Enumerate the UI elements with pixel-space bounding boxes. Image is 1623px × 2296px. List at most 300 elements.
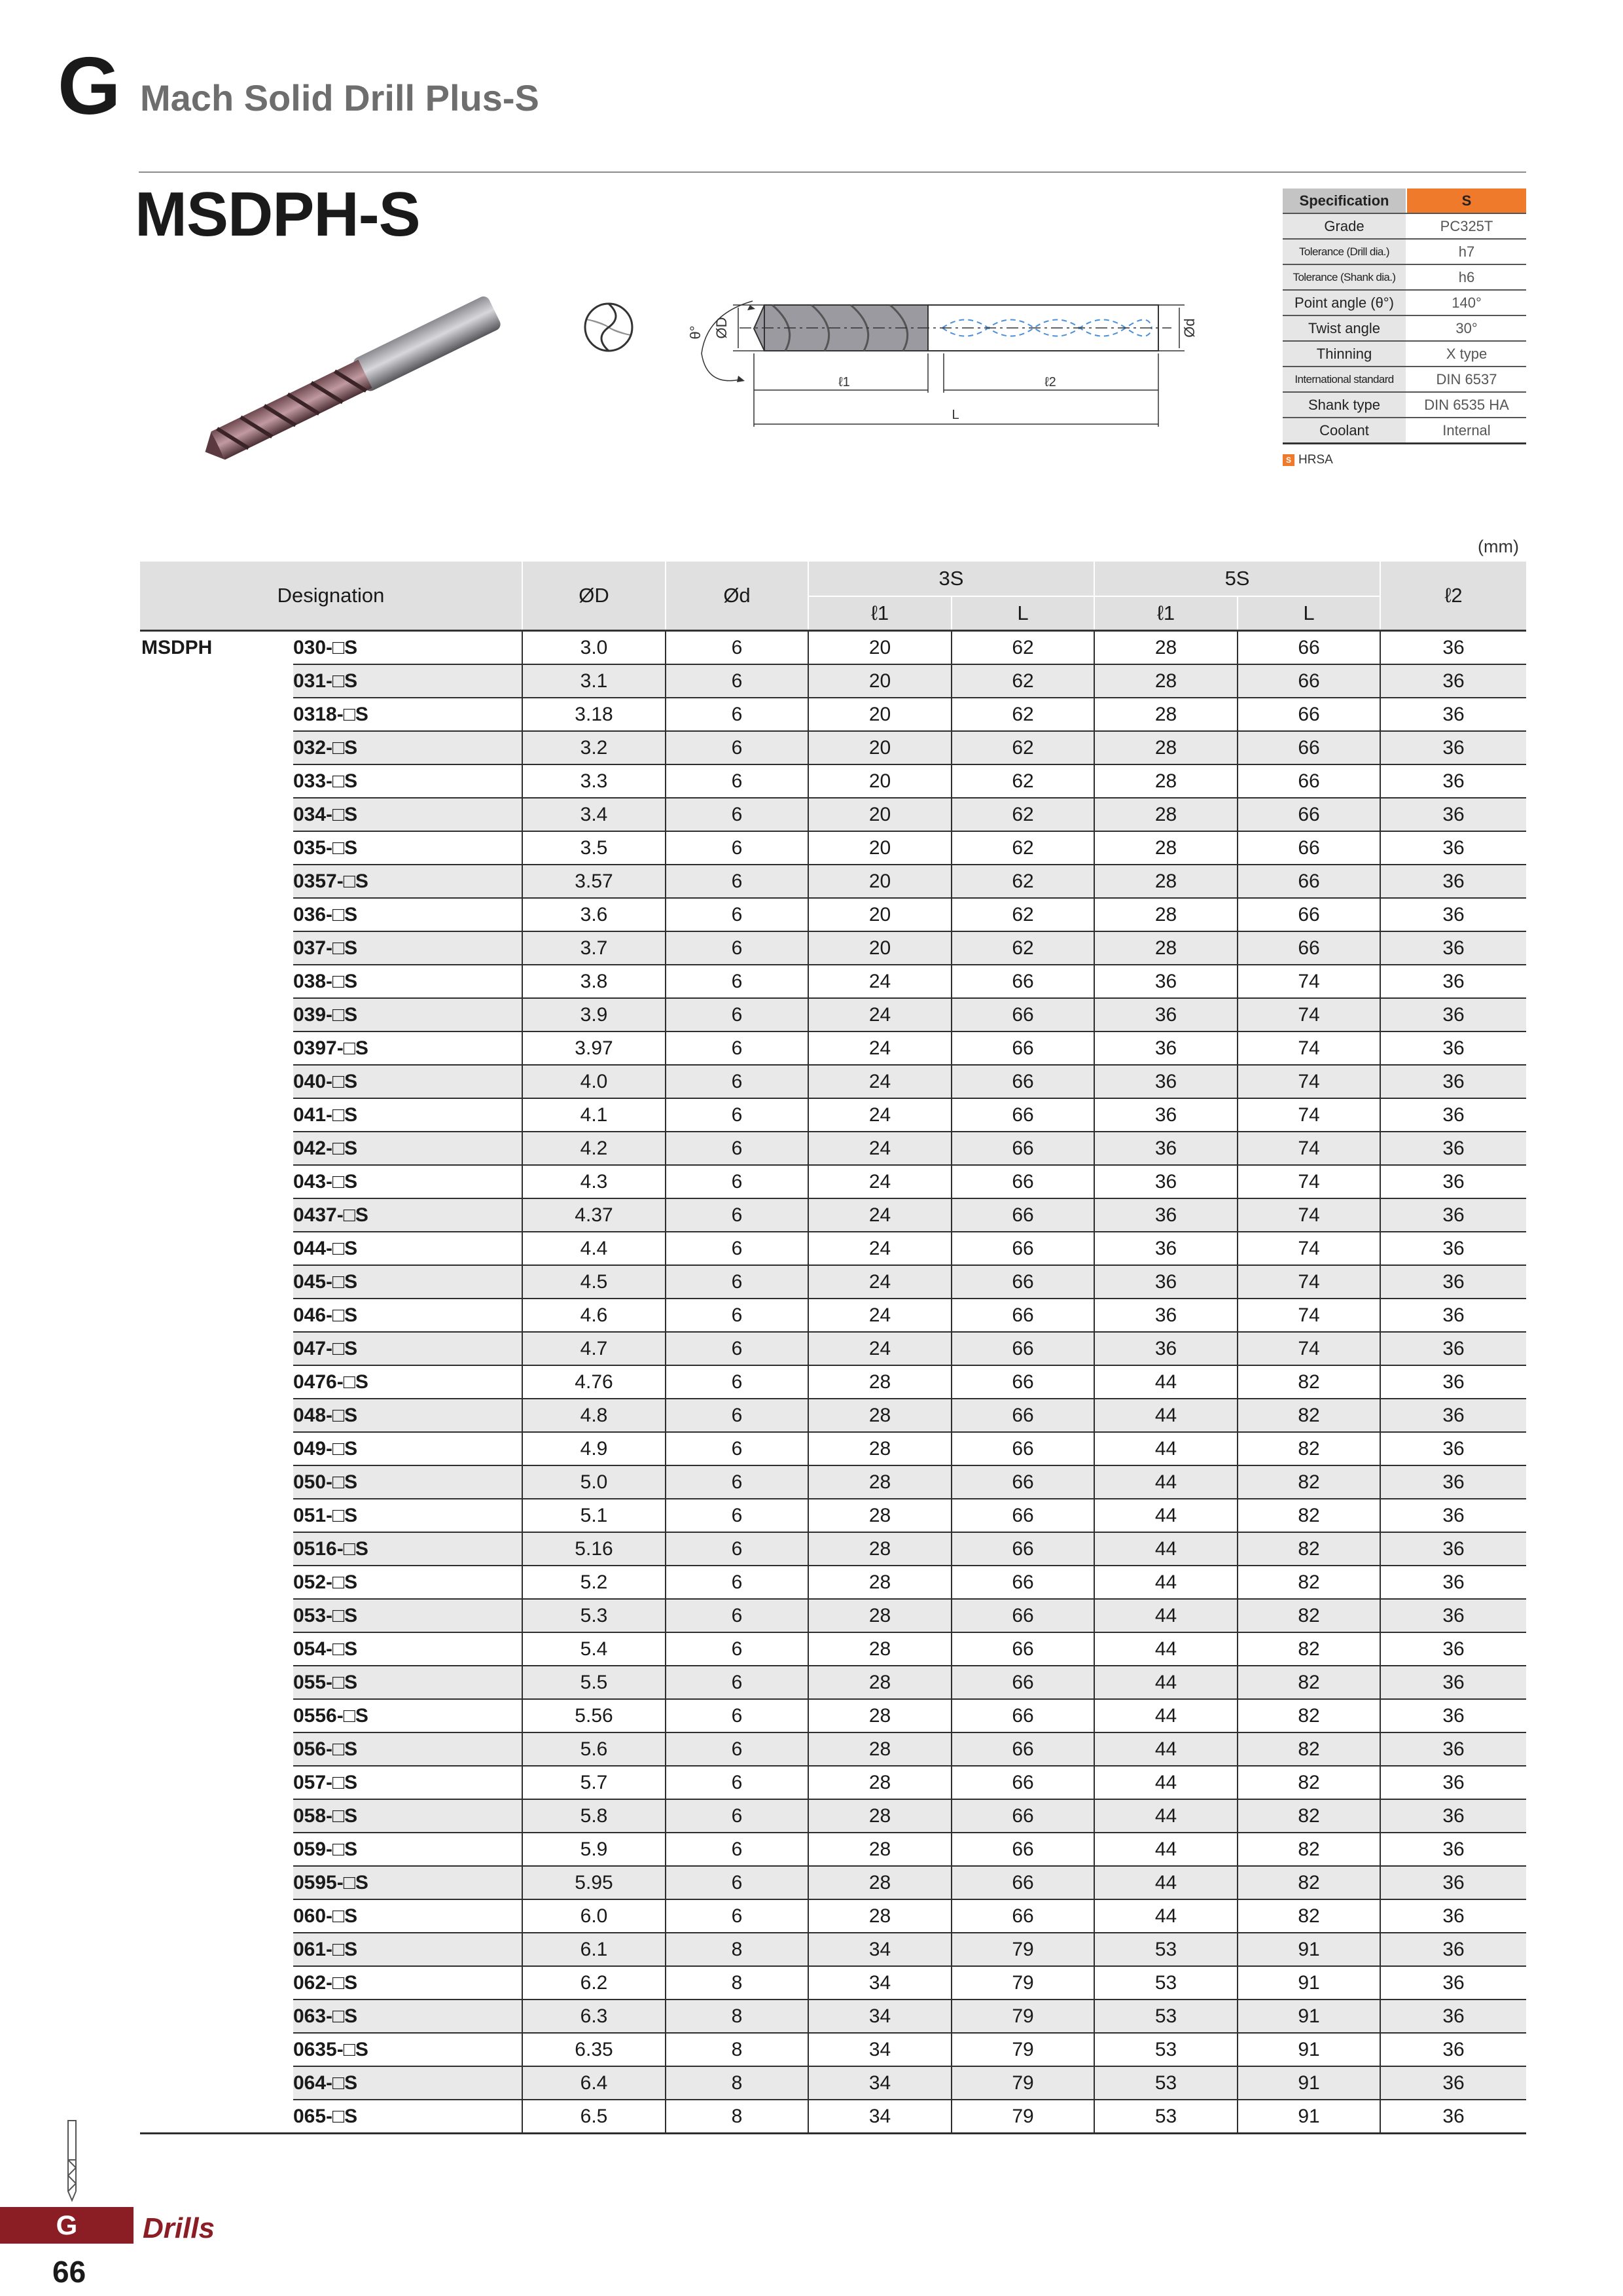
table-row xyxy=(140,764,1526,798)
L-5s-cell: 74 xyxy=(1238,1332,1380,1365)
L-3s-cell: 62 xyxy=(952,631,1094,665)
series-cell xyxy=(140,1399,293,1432)
l2-cell: 36 xyxy=(1380,1232,1526,1265)
table-row xyxy=(140,1699,1526,1732)
L-5s-cell: 74 xyxy=(1238,965,1380,998)
shank-diameter-cell: 6 xyxy=(666,1098,808,1132)
footer-section-label: Drills xyxy=(143,2212,215,2244)
table-row xyxy=(140,1031,1526,1065)
series-cell xyxy=(140,764,293,798)
l2-cell: 36 xyxy=(1380,831,1526,865)
series-cell xyxy=(140,1799,293,1833)
l2-cell: 36 xyxy=(1380,1966,1526,2000)
series-cell xyxy=(140,2100,293,2134)
drill-diameter-cell: 4.0 xyxy=(522,1065,666,1098)
spec-label: Shank type xyxy=(1283,392,1406,418)
header-3s-L: L xyxy=(952,596,1094,631)
table-row xyxy=(140,1766,1526,1799)
designation-cell: 0556-□S xyxy=(293,1699,522,1732)
l1-3s-cell: 24 xyxy=(808,1031,952,1065)
l1-3s-cell: 24 xyxy=(808,1065,952,1098)
l1-5s-cell: 36 xyxy=(1094,1265,1238,1299)
shank-diameter-cell: 6 xyxy=(666,1599,808,1632)
L-3s-cell: 62 xyxy=(952,731,1094,764)
drill-diameter-cell: 4.8 xyxy=(522,1399,666,1432)
shank-diameter-cell: 6 xyxy=(666,1532,808,1566)
L-5s-cell: 91 xyxy=(1238,2033,1380,2066)
l2-cell: 36 xyxy=(1380,1566,1526,1599)
drill-photo xyxy=(183,288,524,471)
l1-3s-cell: 24 xyxy=(808,1299,952,1332)
l1-5s-cell: 28 xyxy=(1094,764,1238,798)
shank-diameter-cell: 6 xyxy=(666,931,808,965)
series-cell xyxy=(140,965,293,998)
spec-row xyxy=(1283,290,1526,315)
unit-label: (mm) xyxy=(1478,537,1519,556)
table-row xyxy=(140,1532,1526,1566)
L-5s-cell: 82 xyxy=(1238,1899,1380,1933)
l1-3s-cell: 24 xyxy=(808,1232,952,1265)
L-5s-cell: 66 xyxy=(1238,664,1380,698)
table-row xyxy=(140,1198,1526,1232)
designation-cell: 050-□S xyxy=(293,1465,522,1499)
L-5s-cell: 74 xyxy=(1238,1232,1380,1265)
drill-end-view xyxy=(585,304,632,351)
l2-cell: 36 xyxy=(1380,1699,1526,1732)
series-cell xyxy=(140,931,293,965)
L-5s-cell: 91 xyxy=(1238,2000,1380,2033)
designation-cell: 055-□S xyxy=(293,1666,522,1699)
label-l1: ℓ1 xyxy=(838,375,850,389)
designation-cell: 044-□S xyxy=(293,1232,522,1265)
l1-3s-cell: 24 xyxy=(808,1132,952,1165)
drill-diameter-cell: 3.5 xyxy=(522,831,666,865)
l2-cell: 36 xyxy=(1380,1799,1526,1833)
shank-diameter-cell: 6 xyxy=(666,1666,808,1699)
l2-cell: 36 xyxy=(1380,1732,1526,1766)
table-row xyxy=(140,2000,1526,2033)
shank-diameter-cell: 8 xyxy=(666,2066,808,2100)
header-3s: 3S xyxy=(808,562,1094,596)
table-row xyxy=(140,1332,1526,1365)
series-cell xyxy=(140,1766,293,1799)
l1-5s-cell: 53 xyxy=(1094,1933,1238,1966)
l1-3s-cell: 28 xyxy=(808,1699,952,1732)
l2-cell: 36 xyxy=(1380,1332,1526,1365)
drill-diameter-cell: 5.6 xyxy=(522,1732,666,1766)
series-cell xyxy=(140,1165,293,1198)
shank-diameter-cell: 8 xyxy=(666,2000,808,2033)
L-3s-cell: 66 xyxy=(952,1799,1094,1833)
shank-diameter-cell: 6 xyxy=(666,1132,808,1165)
l1-5s-cell: 44 xyxy=(1094,1465,1238,1499)
designation-cell: 033-□S xyxy=(293,764,522,798)
series-cell xyxy=(140,1265,293,1299)
l1-3s-cell: 28 xyxy=(808,1899,952,1933)
drill-diameter-cell: 4.7 xyxy=(522,1332,666,1365)
catalog-title: Mach Solid Drill Plus-S xyxy=(140,77,539,118)
table-row xyxy=(140,1732,1526,1766)
series-cell xyxy=(140,1732,293,1766)
l1-5s-cell: 44 xyxy=(1094,1833,1238,1866)
label-l2: ℓ2 xyxy=(1044,375,1056,389)
header-3s-l1: ℓ1 xyxy=(808,596,952,631)
designation-cell: 062-□S xyxy=(293,1966,522,2000)
l1-5s-cell: 44 xyxy=(1094,1866,1238,1899)
L-3s-cell: 66 xyxy=(952,1599,1094,1632)
l2-cell: 36 xyxy=(1380,631,1526,665)
l1-3s-cell: 34 xyxy=(808,2100,952,2134)
drill-diameter-cell: 5.56 xyxy=(522,1699,666,1732)
l2-cell: 36 xyxy=(1380,1465,1526,1499)
drill-diameter-cell: 3.1 xyxy=(522,664,666,698)
table-row xyxy=(140,831,1526,865)
designation-cell: 043-□S xyxy=(293,1165,522,1198)
l1-5s-cell: 28 xyxy=(1094,931,1238,965)
L-5s-cell: 66 xyxy=(1238,865,1380,898)
series-cell xyxy=(140,1499,293,1532)
spec-value: h6 xyxy=(1406,264,1526,290)
l2-cell: 36 xyxy=(1380,698,1526,731)
L-5s-cell: 66 xyxy=(1238,698,1380,731)
l2-cell: 36 xyxy=(1380,1432,1526,1465)
L-3s-cell: 66 xyxy=(952,1833,1094,1866)
shank-diameter-cell: 6 xyxy=(666,965,808,998)
spec-label: Thinning xyxy=(1283,341,1406,367)
l1-3s-cell: 34 xyxy=(808,1933,952,1966)
l1-5s-cell: 36 xyxy=(1094,1299,1238,1332)
shank-diameter-cell: 6 xyxy=(666,1899,808,1933)
shank-diameter-cell: 6 xyxy=(666,1365,808,1399)
l1-3s-cell: 20 xyxy=(808,698,952,731)
series-cell xyxy=(140,2066,293,2100)
shank-diameter-cell: 6 xyxy=(666,1232,808,1265)
l2-cell: 36 xyxy=(1380,1365,1526,1399)
series-cell xyxy=(140,1566,293,1599)
l1-3s-cell: 34 xyxy=(808,2000,952,2033)
page-number: 66 xyxy=(52,2255,86,2289)
designation-cell: 0318-□S xyxy=(293,698,522,731)
shank-diameter-cell: 6 xyxy=(666,731,808,764)
l1-5s-cell: 28 xyxy=(1094,798,1238,831)
l1-5s-cell: 44 xyxy=(1094,1399,1238,1432)
label-theta: θ° xyxy=(687,325,704,340)
l2-cell: 36 xyxy=(1380,1933,1526,1966)
table-row xyxy=(140,1098,1526,1132)
L-5s-cell: 82 xyxy=(1238,1566,1380,1599)
drill-diameter-cell: 4.6 xyxy=(522,1299,666,1332)
L-5s-cell: 66 xyxy=(1238,764,1380,798)
drill-diameter-cell: 3.7 xyxy=(522,931,666,965)
l1-3s-cell: 20 xyxy=(808,664,952,698)
table-row xyxy=(140,2066,1526,2100)
designation-cell: 047-□S xyxy=(293,1332,522,1365)
spec-label: Tolerance (Drill dia.) xyxy=(1283,239,1406,264)
L-5s-cell: 74 xyxy=(1238,1265,1380,1299)
shank-diameter-cell: 6 xyxy=(666,1766,808,1799)
designation-cell: 0397-□S xyxy=(293,1031,522,1065)
shank-diameter-cell: 6 xyxy=(666,865,808,898)
l1-3s-cell: 20 xyxy=(808,798,952,831)
designation-cell: 052-□S xyxy=(293,1566,522,1599)
designation-cell: 031-□S xyxy=(293,664,522,698)
series-cell xyxy=(140,1432,293,1465)
shank-diameter-cell: 6 xyxy=(666,1732,808,1766)
designation-cell: 058-□S xyxy=(293,1799,522,1833)
spec-label: Specification xyxy=(1283,188,1406,213)
drill-diameter-cell: 4.4 xyxy=(522,1232,666,1265)
designation-cell: 034-□S xyxy=(293,798,522,831)
l1-3s-cell: 28 xyxy=(808,1499,952,1532)
label-drill-diameter: ØD xyxy=(713,317,730,339)
l1-5s-cell: 36 xyxy=(1094,965,1238,998)
table-row xyxy=(140,1566,1526,1599)
L-5s-cell: 74 xyxy=(1238,998,1380,1031)
L-5s-cell: 74 xyxy=(1238,1132,1380,1165)
series-cell: MSDPH xyxy=(141,637,213,658)
spec-row xyxy=(1283,239,1526,264)
table-row xyxy=(140,1599,1526,1632)
L-3s-cell: 79 xyxy=(952,2066,1094,2100)
l2-cell: 36 xyxy=(1380,1098,1526,1132)
L-3s-cell: 66 xyxy=(952,1432,1094,1465)
spec-label: Twist angle xyxy=(1283,315,1406,341)
L-3s-cell: 66 xyxy=(952,1766,1094,1799)
series-cell xyxy=(140,1866,293,1899)
l2-cell: 36 xyxy=(1380,1766,1526,1799)
l2-cell: 36 xyxy=(1380,1532,1526,1566)
l1-3s-cell: 28 xyxy=(808,1833,952,1866)
designation-cell: 046-□S xyxy=(293,1299,522,1332)
L-5s-cell: 74 xyxy=(1238,1198,1380,1232)
drill-diameter-cell: 3.3 xyxy=(522,764,666,798)
designation-cell: 036-□S xyxy=(293,898,522,931)
table-row xyxy=(140,1465,1526,1499)
drill-diameter-cell: 3.0 xyxy=(522,631,666,665)
header-designation: Designation xyxy=(140,562,522,631)
L-3s-cell: 79 xyxy=(952,2000,1094,2033)
L-5s-cell: 66 xyxy=(1238,731,1380,764)
spec-value: PC325T xyxy=(1406,213,1526,239)
header-drill-diameter: ØD xyxy=(522,562,666,631)
shank-diameter-cell: 6 xyxy=(666,1165,808,1198)
l1-3s-cell: 20 xyxy=(808,631,952,665)
shank-diameter-cell: 6 xyxy=(666,631,808,665)
L-3s-cell: 66 xyxy=(952,1031,1094,1065)
table-row xyxy=(140,1065,1526,1098)
spec-value: DIN 6535 HA xyxy=(1406,392,1526,418)
series-cell xyxy=(140,1031,293,1065)
series-cell xyxy=(140,1532,293,1566)
table-row xyxy=(140,1899,1526,1933)
L-3s-cell: 62 xyxy=(952,798,1094,831)
l1-5s-cell: 36 xyxy=(1094,1198,1238,1232)
material-legend-text: HRSA xyxy=(1298,453,1333,467)
shank-diameter-cell: 6 xyxy=(666,1799,808,1833)
spec-label: Tolerance (Shank dia.) xyxy=(1283,264,1406,290)
drill-diameter-cell: 3.9 xyxy=(522,998,666,1031)
designation-cell: 063-□S xyxy=(293,2000,522,2033)
drill-diameter-cell: 6.3 xyxy=(522,2000,666,2033)
series-cell xyxy=(140,1299,293,1332)
l1-3s-cell: 28 xyxy=(808,1766,952,1799)
table-row xyxy=(140,1399,1526,1432)
spec-value: X type xyxy=(1406,341,1526,367)
l1-5s-cell: 44 xyxy=(1094,1699,1238,1732)
shank-diameter-cell: 6 xyxy=(666,1265,808,1299)
shank-diameter-cell: 6 xyxy=(666,1465,808,1499)
L-3s-cell: 66 xyxy=(952,1365,1094,1399)
l1-5s-cell: 36 xyxy=(1094,1031,1238,1065)
L-5s-cell: 74 xyxy=(1238,1165,1380,1198)
designation-cell: 057-□S xyxy=(293,1766,522,1799)
table-row xyxy=(140,865,1526,898)
series-cell xyxy=(140,1332,293,1365)
L-3s-cell: 66 xyxy=(952,1332,1094,1365)
l1-5s-cell: 44 xyxy=(1094,1899,1238,1933)
l2-cell: 36 xyxy=(1380,2000,1526,2033)
table-row xyxy=(140,731,1526,764)
shank-diameter-cell: 6 xyxy=(666,798,808,831)
l2-cell: 36 xyxy=(1380,1833,1526,1866)
series-cell xyxy=(140,1933,293,1966)
L-3s-cell: 66 xyxy=(952,1198,1094,1232)
table-row xyxy=(140,631,1526,665)
table-row xyxy=(140,1432,1526,1465)
l1-5s-cell: 44 xyxy=(1094,1599,1238,1632)
material-legend xyxy=(1283,453,1333,467)
l2-cell: 36 xyxy=(1380,931,1526,965)
L-5s-cell: 82 xyxy=(1238,1532,1380,1566)
L-3s-cell: 66 xyxy=(952,1132,1094,1165)
drill-diameter-cell: 5.3 xyxy=(522,1599,666,1632)
drill-diameter-cell: 4.5 xyxy=(522,1265,666,1299)
l1-3s-cell: 28 xyxy=(808,1566,952,1599)
series-cell xyxy=(140,1899,293,1933)
header-divider xyxy=(139,171,1526,173)
table-row xyxy=(140,1165,1526,1198)
table-row xyxy=(140,965,1526,998)
L-5s-cell: 82 xyxy=(1238,1432,1380,1465)
designation-cell: 038-□S xyxy=(293,965,522,998)
l1-5s-cell: 36 xyxy=(1094,1232,1238,1265)
series-cell xyxy=(140,2033,293,2066)
l1-3s-cell: 20 xyxy=(808,831,952,865)
l1-3s-cell: 24 xyxy=(808,1332,952,1365)
designation-cell: 0635-□S xyxy=(293,2033,522,2066)
l1-3s-cell: 28 xyxy=(808,1666,952,1699)
l1-3s-cell: 20 xyxy=(808,731,952,764)
shank-diameter-cell: 6 xyxy=(666,1299,808,1332)
L-3s-cell: 79 xyxy=(952,2033,1094,2066)
L-5s-cell: 91 xyxy=(1238,1966,1380,2000)
L-3s-cell: 66 xyxy=(952,998,1094,1031)
l2-cell: 36 xyxy=(1380,1065,1526,1098)
l2-cell: 36 xyxy=(1380,1265,1526,1299)
L-5s-cell: 66 xyxy=(1238,631,1380,665)
L-5s-cell: 82 xyxy=(1238,1465,1380,1499)
l2-cell: 36 xyxy=(1380,1899,1526,1933)
l2-cell: 36 xyxy=(1380,1299,1526,1332)
l1-5s-cell: 44 xyxy=(1094,1799,1238,1833)
L-5s-cell: 82 xyxy=(1238,1399,1380,1432)
l2-cell: 36 xyxy=(1380,2100,1526,2134)
l2-cell: 36 xyxy=(1380,898,1526,931)
l1-5s-cell: 36 xyxy=(1094,1165,1238,1198)
shank-diameter-cell: 8 xyxy=(666,2100,808,2134)
l1-5s-cell: 44 xyxy=(1094,1365,1238,1399)
series-cell xyxy=(140,1699,293,1732)
l2-cell: 36 xyxy=(1380,1632,1526,1666)
L-3s-cell: 66 xyxy=(952,1232,1094,1265)
L-3s-cell: 66 xyxy=(952,1899,1094,1933)
drill-diameter-cell: 3.8 xyxy=(522,965,666,998)
spec-value: DIN 6537 xyxy=(1406,367,1526,392)
L-5s-cell: 74 xyxy=(1238,1065,1380,1098)
table-row xyxy=(140,898,1526,931)
l2-cell: 36 xyxy=(1380,865,1526,898)
shank-diameter-cell: 6 xyxy=(666,1499,808,1532)
l2-cell: 36 xyxy=(1380,2033,1526,2066)
table-row xyxy=(140,1265,1526,1299)
l2-cell: 36 xyxy=(1380,1165,1526,1198)
l1-5s-cell: 53 xyxy=(1094,2066,1238,2100)
L-3s-cell: 62 xyxy=(952,931,1094,965)
designation-cell: 064-□S xyxy=(293,2066,522,2100)
L-5s-cell: 82 xyxy=(1238,1499,1380,1532)
drill-diameter-cell: 6.1 xyxy=(522,1933,666,1966)
L-5s-cell: 66 xyxy=(1238,831,1380,865)
L-3s-cell: 66 xyxy=(952,1299,1094,1332)
L-5s-cell: 82 xyxy=(1238,1766,1380,1799)
l1-5s-cell: 36 xyxy=(1094,998,1238,1031)
L-3s-cell: 62 xyxy=(952,764,1094,798)
designation-cell: 0595-□S xyxy=(293,1866,522,1899)
series-cell xyxy=(140,1098,293,1132)
spec-row xyxy=(1283,392,1526,418)
drill-diameter-cell: 5.2 xyxy=(522,1566,666,1599)
table-row xyxy=(140,698,1526,731)
spec-label: International standard xyxy=(1283,367,1406,392)
shank-diameter-cell: 6 xyxy=(666,664,808,698)
l1-3s-cell: 28 xyxy=(808,1465,952,1499)
L-3s-cell: 79 xyxy=(952,1933,1094,1966)
drill-diameter-cell: 6.2 xyxy=(522,1966,666,2000)
L-5s-cell: 66 xyxy=(1238,798,1380,831)
L-3s-cell: 62 xyxy=(952,698,1094,731)
spec-value: 30° xyxy=(1406,315,1526,341)
spec-label: Coolant xyxy=(1283,418,1406,444)
drill-diameter-cell: 4.37 xyxy=(522,1198,666,1232)
L-3s-cell: 66 xyxy=(952,1165,1094,1198)
table-row xyxy=(140,1232,1526,1265)
spec-table xyxy=(1283,188,1526,444)
series-cell xyxy=(140,664,293,698)
drill-diameter-cell: 3.2 xyxy=(522,731,666,764)
material-badge: S xyxy=(1283,454,1294,466)
designation-cell: 059-□S xyxy=(293,1833,522,1866)
spec-row xyxy=(1283,315,1526,341)
L-3s-cell: 66 xyxy=(952,1866,1094,1899)
spec-row xyxy=(1283,264,1526,290)
shank-diameter-cell: 6 xyxy=(666,1833,808,1866)
designation-cell: 054-□S xyxy=(293,1632,522,1666)
drill-drawing xyxy=(563,262,1204,439)
L-3s-cell: 66 xyxy=(952,965,1094,998)
shank-diameter-cell: 6 xyxy=(666,831,808,865)
l1-3s-cell: 24 xyxy=(808,1198,952,1232)
series-cell xyxy=(140,1198,293,1232)
